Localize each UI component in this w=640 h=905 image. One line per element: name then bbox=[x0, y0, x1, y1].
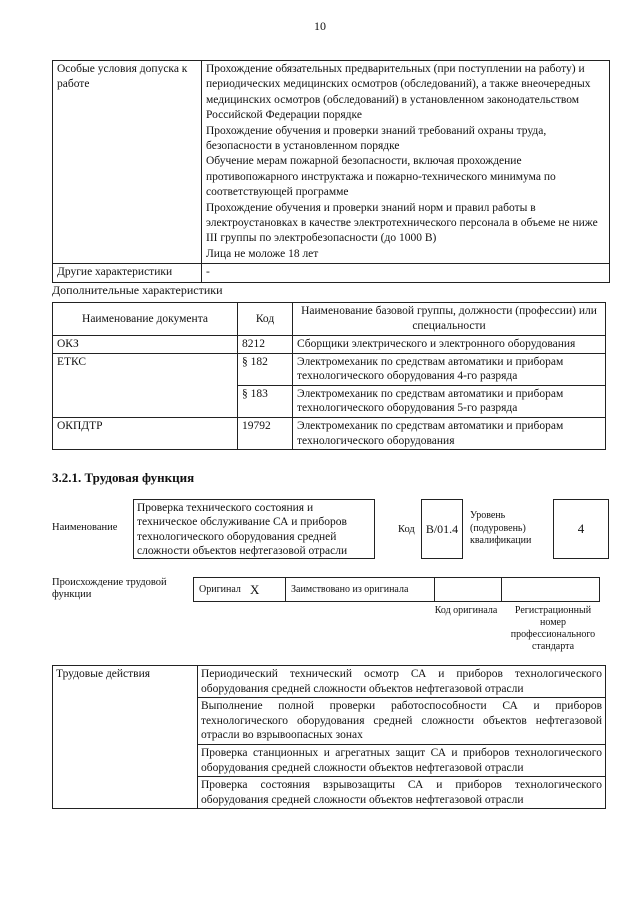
table-row bbox=[53, 353, 606, 385]
original-label: Оригинал bbox=[199, 584, 241, 595]
code-label: Код bbox=[398, 524, 415, 535]
header-name: Наименование базовой группы, должности (профессии) или специальности bbox=[293, 303, 606, 336]
table-row bbox=[53, 666, 606, 698]
condition-line: Прохождение обучения и проверки знаний норм и правил работы в электроустановках в качестве электротехнического персонала в объеме не ниже III группы по электробезопасности (до 1000 В) bbox=[206, 201, 598, 245]
name-cell: Электромеханик по средствам автоматики и приборам технологического оборудования 5-го разряда bbox=[293, 385, 606, 417]
action-item: Проверка состояния взрывозащиты СА и приборов технологического оборудования средней сложности объектов нефтегазовой отрасли bbox=[198, 777, 606, 809]
function-name-box: Проверка технического состояния и техническое обслуживание СА и приборов технологического оборудования средней сложности объектов нефтегазовой отрасли bbox=[133, 499, 375, 559]
name-label: Наименование bbox=[52, 522, 118, 533]
code-cell: 19792 bbox=[238, 417, 293, 449]
condition-line: Прохождение обязательных предварительных (при поступлении на работу) и периодических медицинских осмотров (обследований), а также внеочередных медицинских осмотров (обследований) в установленном законодательством Российской Федерации порядке bbox=[206, 63, 591, 122]
conditions-label: Особые условия допуска к работе bbox=[53, 61, 202, 264]
conditions-table bbox=[52, 60, 610, 283]
doc-cell: ОКПДТР bbox=[53, 417, 238, 449]
actions-table bbox=[52, 665, 606, 809]
other-characteristics-label: Другие характеристики bbox=[53, 264, 202, 282]
code-cell: § 183 bbox=[238, 385, 293, 417]
original-mark: X bbox=[250, 582, 260, 597]
name-cell: Электромеханик по средствам автоматики и приборам технологического оборудования bbox=[293, 417, 606, 449]
conditions-value bbox=[202, 61, 610, 264]
table-header-row bbox=[53, 303, 606, 336]
original-cell bbox=[194, 578, 286, 601]
doc-cell: ЕТКС bbox=[53, 353, 238, 417]
name-cell: Сборщики электрического и электронного оборудования bbox=[293, 336, 606, 354]
reg-number-caption: Регистрационный номер профессионального стандарта bbox=[510, 605, 596, 652]
name-cell: Электромеханик по средствам автоматики и приборам технологического оборудования 4-го разряда bbox=[293, 353, 606, 385]
level-label: Уровень (подуровень) квалификации bbox=[470, 510, 532, 546]
level-value-box: 4 bbox=[553, 499, 609, 559]
additional-table bbox=[52, 302, 606, 450]
function-code-box: B/01.4 bbox=[421, 499, 463, 559]
origin-divider bbox=[501, 578, 502, 601]
origin-divider bbox=[434, 578, 435, 601]
table-row bbox=[53, 264, 610, 282]
action-item: Проверка станционных и агрегатных защит СА и приборов технологического оборудования средней сложности объектов нефтегазовой отрасли bbox=[198, 744, 606, 776]
code-cell: 8212 bbox=[238, 336, 293, 354]
page-number: 10 bbox=[314, 19, 326, 33]
origin-row bbox=[193, 577, 600, 602]
condition-line: Лица не моложе 18 лет bbox=[206, 247, 319, 260]
header-code: Код bbox=[238, 303, 293, 336]
table-row bbox=[53, 61, 610, 264]
action-item: Периодический технический осмотр СА и приборов технологического оборудования средней сложности объектов нефтегазовой отрасли bbox=[198, 666, 606, 698]
table-row bbox=[53, 417, 606, 449]
other-characteristics-value: - bbox=[202, 264, 610, 282]
origin-code-caption: Код оригинала bbox=[434, 605, 498, 616]
header-document: Наименование документа bbox=[53, 303, 238, 336]
code-cell: § 182 bbox=[238, 353, 293, 385]
actions-label: Трудовые действия bbox=[53, 666, 198, 809]
action-item: Выполнение полной проверки работоспособности СА и приборов технологического оборудования средней сложности объектов нефтегазовой отрасли во взрывоопасных зонах bbox=[198, 698, 606, 745]
condition-line: Прохождение обучения и проверки знаний требований охраны труда, безопасности в установленном порядке bbox=[206, 124, 547, 153]
borrowed-label: Заимствовано из оригинала bbox=[291, 584, 409, 595]
origin-label: Происхождение трудовой функции bbox=[52, 577, 167, 600]
condition-line: Обучение мерам пожарной безопасности, включая прохождение противопожарного инструктажа и пожарно-технического минимума по соответствующей программе bbox=[206, 155, 556, 199]
table-row bbox=[53, 336, 606, 354]
function-heading: 3.2.1. Трудовая функция bbox=[52, 470, 195, 485]
additional-title: Дополнительные характеристики bbox=[52, 283, 223, 297]
doc-cell: ОКЗ bbox=[53, 336, 238, 354]
